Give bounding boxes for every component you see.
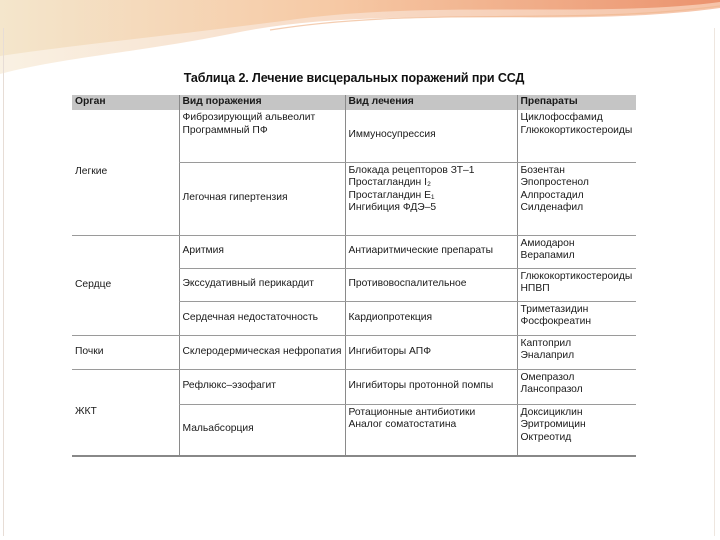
lesion-cell	[179, 301, 345, 335]
lesion-cell	[179, 369, 345, 404]
lesion-cell	[179, 110, 345, 162]
header-lesion: Вид поражения	[179, 95, 345, 110]
table-body	[72, 110, 636, 456]
table-row	[72, 369, 636, 404]
lesion-cell	[179, 162, 345, 235]
treatment-text: Аналог соматостатина	[348, 419, 457, 431]
header-treatment: Вид лечения	[345, 95, 517, 110]
treatment-cell	[345, 301, 517, 335]
drugs-text: Доксициклин	[520, 406, 583, 418]
treatment-text: Ингибиторы протонной помпы	[348, 380, 494, 392]
header-organ: Орган	[72, 95, 179, 110]
lesion-text: Сердечная недостаточность	[182, 311, 319, 323]
lesion-text: Фиброзирующий альвеолит	[182, 112, 316, 123]
drugs-cell	[517, 369, 636, 404]
treatment-text: Ингибиция ФДЭ–5	[348, 202, 437, 214]
header-drugs: Препараты	[517, 95, 636, 110]
drugs-cell	[517, 162, 636, 235]
drugs-text: Лансопразол	[520, 384, 583, 396]
drugs-text: Глюкокортикостероиды	[520, 270, 633, 282]
treatment-cell	[345, 369, 517, 404]
drugs-text: Фосфокреатин	[520, 316, 592, 328]
table-image	[72, 70, 636, 462]
drugs-text: Циклофосфамид	[520, 112, 603, 123]
drugs-text: НПВП	[520, 283, 550, 295]
treatment-cell	[345, 335, 517, 369]
drugs-text: Алпростадил	[520, 189, 584, 201]
drugs-cell	[517, 301, 636, 335]
lesion-text: Склеродермическая нефропатия	[182, 345, 342, 357]
treatment-table	[72, 95, 636, 457]
lesion-cell	[179, 404, 345, 456]
organ-cell: ЖКТ	[72, 369, 179, 456]
drugs-text: Октреотид	[520, 431, 572, 443]
lesion-text: Мальабсорция	[182, 423, 254, 435]
organ-cell: Сердце	[72, 235, 179, 335]
drugs-text: Глюкокортикостероиды	[520, 124, 633, 136]
treatment-cell	[345, 162, 517, 235]
treatment-cell	[345, 404, 517, 456]
table-row	[72, 235, 636, 268]
lesion-text: Программный ПФ	[182, 124, 268, 136]
drugs-cell	[517, 268, 636, 301]
drugs-text: Амиодарон	[520, 237, 575, 249]
table-header-row	[72, 95, 636, 110]
drugs-text: Триметазидин	[520, 303, 589, 315]
drugs-text: Каптоприл	[520, 337, 572, 349]
table-title: Таблица 2. Лечение висцеральных поражений при ССД	[183, 71, 525, 85]
treatment-text: Противовоспалительное	[348, 278, 467, 290]
drugs-text: Эналаприл	[520, 350, 575, 362]
table-row	[72, 110, 636, 162]
treatment-text: Антиаритмические препараты	[348, 245, 494, 257]
lesion-text: Легочная гипертензия	[182, 192, 288, 204]
treatment-cell	[345, 268, 517, 301]
treatment-text: Ротационные антибиотики	[348, 406, 476, 418]
treatment-text: Иммуносупрессия	[348, 129, 436, 141]
treatment-text: Ингибиторы АПФ	[348, 345, 432, 357]
lesion-cell	[179, 268, 345, 301]
drugs-cell	[517, 235, 636, 268]
lesion-cell	[179, 235, 345, 268]
table-row	[72, 335, 636, 369]
drugs-text: Силденафил	[520, 202, 584, 214]
treatment-text: Кардиопротекция	[348, 311, 433, 323]
drugs-cell	[517, 404, 636, 456]
drugs-text: Верапамил	[520, 250, 575, 262]
lesion-text: Рефлюкс–эзофагит	[182, 380, 277, 392]
drugs-text: Бозентан	[520, 164, 565, 176]
drugs-cell	[517, 335, 636, 369]
drugs-cell	[517, 110, 636, 162]
lesion-cell	[179, 335, 345, 369]
lesion-text: Экссудативный перикардит	[182, 278, 314, 290]
treatment-text: Простагландин E₁	[348, 189, 435, 201]
organ-cell: Легкие	[72, 110, 179, 235]
organ-cell: Почки	[72, 335, 179, 369]
treatment-cell	[345, 110, 517, 162]
drugs-text: Эритромицин	[520, 419, 586, 431]
lesion-text: Аритмия	[182, 245, 224, 257]
drugs-text: Эпопростенол	[520, 177, 589, 189]
treatment-cell	[345, 235, 517, 268]
treatment-text: Простагландин I₂	[348, 177, 431, 189]
drugs-text: Омепразол	[520, 371, 575, 383]
treatment-text: Блокада рецепторов ЗТ–1	[348, 164, 475, 176]
